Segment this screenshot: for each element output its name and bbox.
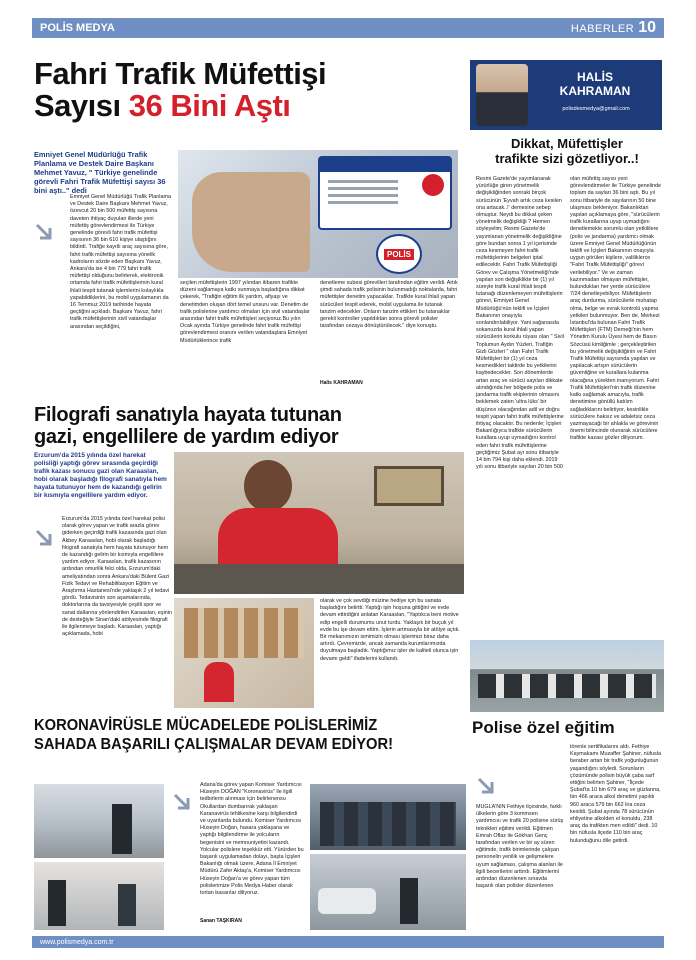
column-col2: olan müfettiş sayısı yeni görevlendirmeler ile Türkiye genelinde toplam da sayları 36 bini aştı. Bu yıl sonu itibariyle de sayılarının 50 bine ulaşması bekleniyor. Bakanlıktan yapılan açıklamaya göre, "sürücülerin trafik kurallarına uyup uymadığını denetlemekle sorumlu olan yetkililere (polis ve jandarma) yardımcı olmak üzere Emniyet Genel Müdürlüğünün teklifi ve İçişleri Bakanının onayıyla uygun görülen kişilere, valiliklerce "Fahri Trafik Müfettişliği" görevi verilebiliyor." Ve ve zaman kazınmadan olmayan müfettişler, bulundukları her yerde sürücülere 7/24 denetleyebiliyor. Müfettişlerin araç durdurma, sürücülerle muhatap olma, belge ve evrak kontrolü yapma yetkileri bulunmuyor. Ben de, Merkezi İstanbul'da bulunan Fahri Trafik Müfettişleri (FTM) Derneği'nin hem Yönetim Kurulu Üyesi hem de Basın Sözcüsü kimliğimle ; gerçekleştirilen bu yönetmelik değişikliğinin ve Fahri Trafik Müfettişi sayısında yapılan ve yapılacak artışın sürücülerin güvenliğine ve kurallara kulanma olacağına yürekten inanıyorum. Fahri Trafik Müfettişleri'nin trafik düzenine katkı sağlamak amacıyla, trafik denetimine gönüllü katılım sağladıklarını belirtiyor, kesinlikle sürücülere haksız ve adaletsiz ceza yazmayacağı bir ahlakla ve görevinin önemi bilincinde olunarak sürücülere trafikte kazası gözler diliyorum. [570,176,661,442]
author-name [530,70,660,98]
second-photo [174,452,464,594]
main-col1: Emniyet Genel Müdürlüğü Trafik Planlama ve Destek Daire Başkanı Mehmet Yavuz, özevcut 20 bin 500 müfettiş sayısına daveten ihtiyaç duyulan illerde yeni müfettiş görevlendirmesi ile Türkiye genelinde görevli fahri trafik müfettişi sayısının 36 bin 610 kişiye ulaştığını bildirdi. Trafiğe kayıtlı araç sayısına göre, fahri trafik müfettişi sayısına yönelik kadroların sözde eden Başkanı Yavuz, Ankara'da ise 4 bin 779 fahri trafik müfettişi olduğunu belirterek, elektronik ortamda fahri trafik müfettişlerinin kural ihlali tespit tutanak işlemlerini kolaylıkla yapabildiklerini, bu mobil uygulamanın da 16 Temmuz 2019 tarihinde hayata geçtiğini açıkladı. Başkanı Yavuz, fahri trafik müfettişlerinin sivil vatandaşlar arasından seçildiğini, [70,194,171,330]
motorcycle-photo [470,640,664,712]
main-headline-line1: Fahri Trafik Müfettişi [34,56,327,91]
police-badge-text: POLİS [384,249,414,260]
arrow-icon [172,792,196,814]
main-col3: denetleme subesi görevlileri tarafından eğitim verildi. Artık şimdi sahada trafik polisinin bulunmadığı noktalarda, fahri müfettişler denetim yapacaklar. Trafikte kural ihlali yapan sürücüleri tespit ederek, mobil uygulama ile tutanak tanzim edecekler. Onların tanzim ettikleri bu tutanaklar gerekli kontroller yapıldıktan sonra görevli polisler tarafından cezaya dönüştürülecek." diye konuştu. [320,280,458,330]
column-headline-line2: trafikte sizi gözetliyor..! [495,151,639,166]
second-photo-workshop [174,598,314,708]
arrow-icon [34,528,58,550]
column-col1: Resmi Gazete'de yayımlanarak yürürlüğe giren yönetmelik değişikliğinden sonraki birçok sürücünün 'Eyvah artık ceza kesilen ona artacak..!' demesine sebep olmuştur. Neydi bu dikkat çeken yönetmelik değişikliği ? Hemen söyleyelim; Resmi Gazete'de yayımlanan yönetmelik değişikliğine göre bundan sonra 1 yıl içerisinde ceza kesmeyen fahri trafik müfettişlerinin belgeleri iptal edilecektir. Fahri Trafik Müfettişliği Görev ve Çalışma Yönetmeliği'nde yapılan son değişiklikte bir (1) yıl süreyle trafik kural ihlali tespit tutanağı düzenlemeyen müfettişlerin görevi, Emniyet Genel Müdürlüğü'nün teklifi ve İçişleri Bakanının onayıyla sonlandırılabiliyor. Yani sağanasda sokanuzda kural ihlali yapan sürücülerin korkulu rüyası olan " Sivil Toplumun Aydın Yüzleri, Trafiğin Gizli Gözleri " olan Fahri Trafik Müfettişleri bir (1) yıl ceza kesmedikleri taktirde bu yetkilerini kaybedecekler. Son dönemlerde artan araç ve sürücü sayıları dikkate alındığında her bölgede polis ve jandarma trafik ekiplerinin olmasını beklemek zaten 'ultra lüks' bir düşünce olacağından adil ve doğru tespit yapan fahri trafik müfettişlerine ihtiyaç olacaktır. Bu nedenle; İçişleri Bakanlığıyca trafikte sürücülerin kurallara uyup uymadığını kontrol eden fahri trafik müfettişlerine geçtiğimiz Şubat ayı sonu itibariyle 14 bin 794 kişi daha eklendi. 2019 yılı sonu itibariyle sayıları 20 bin 500 [476,176,564,471]
arrow-icon [34,222,58,244]
person-head [244,460,292,512]
side-col2: törenle sertifikalarını aldı. Fethiye Kaymakamı Muzaffer Şahiner, nüfusla beraber artan bir trafik yoğunluğunun yaşandığını söyledi. Sorunların çözümünde polisin büyük çaba sarf ettiğini belirten Şahiner, "İlçede Şubat'ta 10 bin 679 araç ve güzlarına, bin 466 araca alkol denetimi yapıldı 960 araca 579 bin 662 lira ceza kesildi. Şubat ayında 78 sürücünün ehliyetine alkolden el konuldu, 238 araç da trafikten men edildi" dedi. 10 bin nüfusla ilçede 110 bin araç bulunduğunu dile getirdi. [570,744,661,844]
third-headline-line1: KORONAVİRÜSLE MÜCADELEDE POLİSLERİMİZ [34,717,378,734]
section-label [571,19,656,37]
second-col2: olarak ve çok sevdiği müzine hediye için bu sanata başladığını belirtti. Yaptığı işin hoşuna gittiğini ve evde devam ettirdiğini anlatan Karaaslan, "Yaptıkca beni motive edip engelli durumumu unut turdu. Yaklaşık bir buçuk yıl evde bu işe devam ettim. İşlerin artmasıyla bir atölye açtık. Bir mekanımızın ismimizin olması işlerimizi biraz daha artırdı. Çevremizde, ancak zamanda kurumlarımızda duyulmaya başladık. Yaptığımız işler de kaliteli olunca işin devamı geldi" ifadelerini kullandı. [320,598,460,662]
main-col2: seçilen müfettişlerin 1997 yılından itibaren trafikte düzeni sağlamaya katkı sunmaya başladığına dikkat çekerek, "Trafiğin eğitim ilk yardım, afiyaşı ve denetimden oluşan dört temel unsuru var. Denetim de trafik polislerine yardımcı olmaları için sivil vatandaşlar arasından fahri trafik müfettişleri seçiyoruz.Bu yılın Ocak ayında Türkiye genelinde fahri trafik müfettişi görevlendirmesi oranını verilen vatandaşlara Emniyet Müdürlüklerince trafik [180,280,310,344]
third-byline: Sanan TAŞKIRAN [200,918,242,924]
main-headline-highlight: 36 Bini Aştı [128,88,291,123]
main-headline-prefix: Sayısı [34,88,121,123]
brand-name: POLİS MEDYA [40,22,115,34]
third-photo-1 [34,784,164,858]
footer-bar [32,936,664,948]
third-photo-2 [34,862,164,930]
page-number: 10 [638,19,656,36]
id-card-graphic [318,156,452,230]
second-lead: Erzurum'da 2015 yılında özel harekat polisliği yaptığı görev sırasında geçirdiği trafik kazası sonucu gazi olan Karaaslan, hobi olarak başladığı filografi sanatıyla hem hayata tutunuyor hem de kazandığı gelirin bir kısmıyla engellilere yardım ediyor. [34,452,167,499]
header-bar [32,18,664,38]
main-photo [178,150,458,278]
main-lead: Emniyet Genel Müdürlüğü Trafik Planlama ve Destek Daire Başkanı Mehmet Yavuz, " Türkiye genelinde görevli Fahri Trafik Müfettişi sayısı 36 bini aştı.." dedi [34,150,166,195]
police-badge-logo [376,234,422,274]
author-last-name: KAHRAMAN [559,84,631,98]
second-col1: Erzurum'da 2015 yılında özel harekat polisi olarak görev yapan ve trafik arazla görev giderken geçirdiği trafik kazasında gazi olan Akbey Karaaslan, hobi olarak başladığı filografi sanatıyla hem hayata tutunuyor hem de kazandığı gelirin bir kısmıyla engellilere yardım ediyor. Karaaslan, trafik kazasının ardından omurilik felci olda, Erzurum'daki ameliyatından sonra Ankara'daki Bülent Gazi Fizik Tedavi ve Rehabilitasyon Eğitim ve Araştırma Hastanesi'nde yaklaşık 2 yıl tedavi gördü. Tedavisinin son aşamalarında, doktorlarına da tavsiyesiyle çeşitli spor ve sanat dallarına yönlendirilen Karaaslan, eşinin de desteğiyle Sinan'daki atölyesinde filografi ile ilgilenmeye başladı. Karaaslan, yaptığı açıklamada, hobi [62,516,172,638]
frame-artwork [374,466,444,506]
footer-url[interactable]: www.polismedya.com.tr [40,938,114,946]
second-headline-line1: Filografi sanatıyla hayata tutunan [34,404,342,426]
hand-writing-graphic [192,172,310,272]
arrow-icon [476,776,500,798]
side-headline: Polise özel eğitim [472,718,615,737]
author-email: polisdesmedya@gmail.com [562,106,630,112]
main-headline [34,58,454,122]
column-headline-line1: Dikkat, Müfettişler [511,136,623,151]
second-headline [34,404,464,448]
main-byline: Halis KAHRAMAN [320,380,363,386]
section-name: HABERLER [570,23,635,35]
third-headline-line2: SAHADA BAŞARILI ÇALIŞMALAR DEVAM EDİYOR! [34,736,394,753]
workbench [174,564,464,594]
column-headline [472,136,662,166]
second-headline-line2: gazi, engellilere de yardım ediyor [34,426,339,448]
third-photo-4 [310,854,466,930]
author-photo [476,64,528,126]
author-first-name: HALİS [577,70,613,84]
third-body: Adana'da görev yapan Komiser Yardımcısı Hüseyin DOĞAN "Koronavirüs" ile ilgili tedbirlerin alınması için belirlenensu Okullardan dumbarırak yaklaşan Karanavirüs tehlikesine karşı bilgilendirdi ve uyarılarda bulundu. Komiser Yardımcısı Hüseyin Doğan, hasara yaklaşana ve yaptığı bilgilendirme ile yolcuların begenisini ve memnuniyetini kazandı. Yolcular polislere teşekkür etti. Yürürden bu başarılı uygulamadan dolayı, başta İçişleri Bakanlığı olmak üzere, Adana İl Emniyet Müdürü Zafer Aktaş'a, Komiser Yardımcısı Hüseyin Doğan'a ve görev yapan tüm polislerimize Polis Medya Haber olarak tortan basarılar diliyoruz. [200,782,304,897]
side-col1: MUĞLA'NIN Fethiye ilçesinde, farklı ülkelerin göre 3 kommsen yardımcısı ve trafik 20 polisine sürüş teknikleri eğitimi verildi. Eğitmen Emrah Oflaz ile Gökhan Genç tarafından verilen ve bir ay süren eğitimde, trafik birimlerinde çalışan personelin yenilik ve gelişmelere uyum sağlaması, çalışma alanları ile ilgili becerilerini arttırdı. Eğitimlerini ardından düzenlenen sınavda başarılı olan polisler düzenlenen [476,804,564,890]
third-headline [34,716,428,754]
third-photo-3 [310,784,466,850]
author-box [470,60,662,130]
